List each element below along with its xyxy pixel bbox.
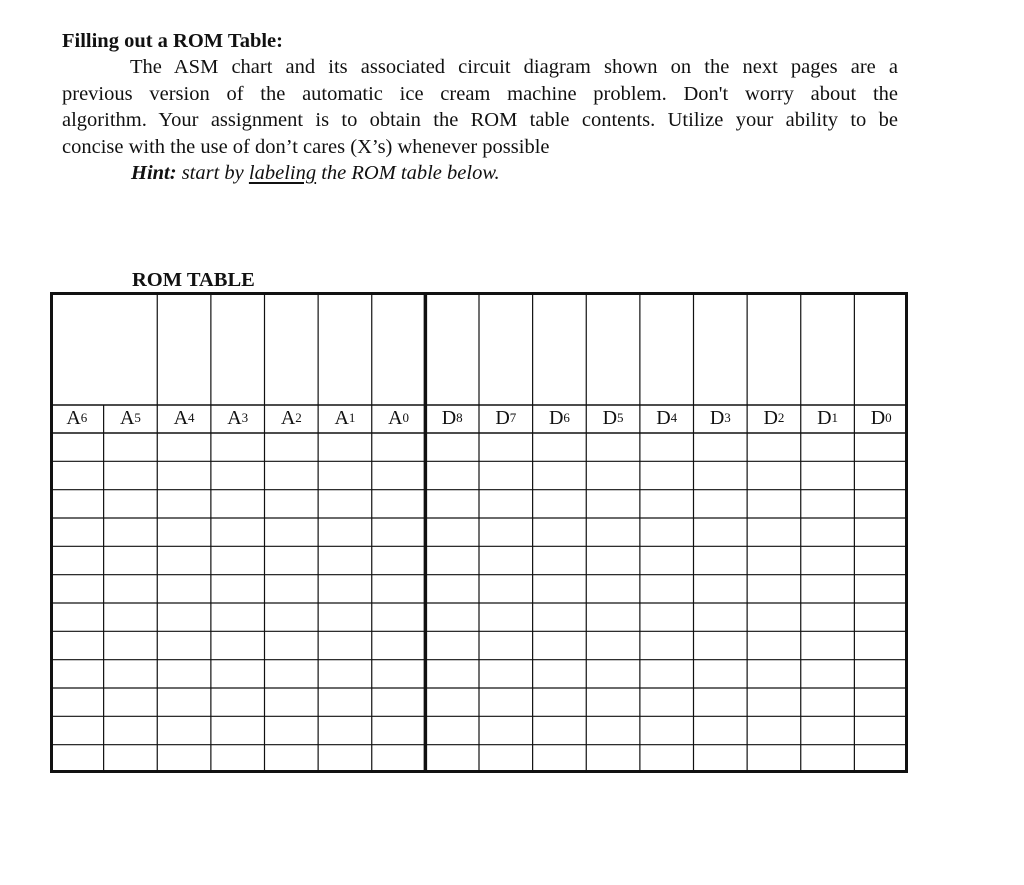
column-header-index: 4	[670, 410, 678, 425]
column-header-letter: D	[548, 407, 564, 429]
column-header	[854, 405, 908, 431]
column-header-index: 6	[80, 410, 88, 425]
paragraph-line: algorithm. Your assignment is to obtain the ROM table contents. Utilize your ability to be	[62, 109, 898, 131]
column-header	[318, 405, 372, 431]
column-header-index: 7	[509, 410, 517, 425]
column-header-index: 8	[456, 410, 463, 425]
column-header-index: 6	[563, 410, 570, 425]
column-header	[425, 405, 479, 431]
paragraph-line: previous version of the automatic ice cream machine problem. Don't worry about the	[62, 82, 898, 105]
instructions-paragraph	[62, 54, 898, 160]
column-header-index: 3	[241, 410, 249, 425]
column-header-letter: A	[388, 407, 403, 429]
column-header-index: 3	[724, 410, 731, 425]
column-header	[157, 405, 211, 431]
column-header-letter: A	[334, 407, 349, 429]
column-header-index: 5	[134, 410, 141, 425]
paragraph-line: The ASM chart and its associated circuit diagram shown on the next pages are a	[130, 56, 898, 78]
column-header	[801, 405, 855, 431]
hint-text-before: start by	[176, 162, 249, 184]
column-header	[372, 405, 426, 431]
column-header-letter: D	[870, 407, 886, 429]
column-header-letter: D	[602, 407, 618, 429]
column-header	[640, 405, 694, 431]
column-header	[50, 405, 104, 431]
section-heading: Filling out a ROM Table:	[62, 30, 283, 52]
column-header-letter: D	[817, 407, 832, 429]
hint-underlined-word: labeling	[248, 162, 317, 184]
hint-label: Hint:	[131, 162, 177, 184]
column-header-index: 0	[402, 410, 410, 425]
rom-table-grid	[50, 292, 908, 773]
rom-table-title: ROM TABLE	[132, 269, 255, 291]
column-header-letter: D	[495, 407, 510, 429]
column-header	[104, 405, 158, 431]
hint-text-after: the ROM table below.	[316, 162, 500, 184]
column-header-letter: A	[227, 407, 242, 429]
column-header-index: 0	[885, 410, 892, 425]
column-header-letter: D	[441, 407, 457, 429]
column-header	[533, 405, 587, 431]
column-header-index: 5	[617, 410, 624, 425]
column-header	[211, 405, 265, 431]
rom-table	[50, 292, 908, 773]
column-header-letter: A	[66, 407, 81, 429]
column-header	[265, 405, 319, 431]
column-header-letter: A	[173, 407, 189, 429]
column-header-letter: A	[280, 407, 296, 429]
column-header-letter: A	[119, 407, 135, 429]
hint-line	[131, 160, 500, 186]
column-header	[747, 405, 801, 431]
column-header-index: 1	[831, 410, 839, 425]
column-header-index: 2	[295, 410, 302, 425]
column-header-index: 2	[777, 410, 785, 425]
column-header	[479, 405, 533, 431]
column-header-letter: D	[656, 407, 671, 429]
column-header-index: 1	[348, 410, 356, 425]
column-header-letter: D	[763, 407, 778, 429]
paragraph-line: concise with the use of don’t cares (X’s) whenever possible	[62, 135, 550, 158]
column-header	[586, 405, 640, 431]
column-header-letter: D	[709, 407, 725, 429]
column-header-index: 4	[188, 410, 195, 425]
column-header	[694, 405, 748, 431]
